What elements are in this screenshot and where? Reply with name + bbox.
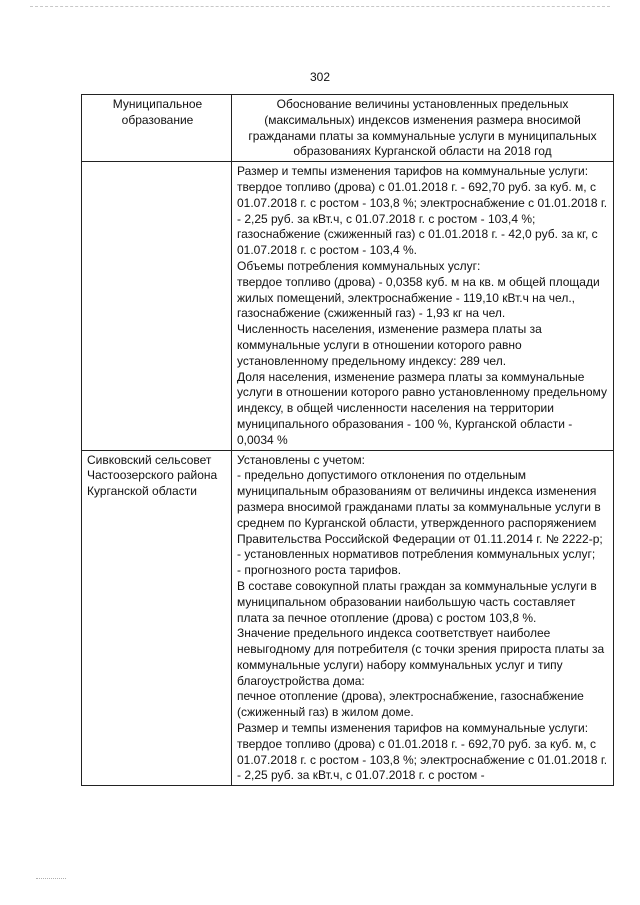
- row2-paragraph: Размер и темпы изменения тарифов на коммунальные услуги:: [237, 721, 589, 736]
- row2-paragraph: печное отопление (дрова), электроснабжение, газоснабжение (сжиженный газ) в жилом доме.: [237, 689, 584, 720]
- row2-paragraph: - прогнозного роста тарифов.: [237, 563, 402, 578]
- header-justification: Обоснование величины установленных предельных (максимальных) индексов изменения размера вносимой гражданами платы за коммунальные услуги в муниципальных образованиях Курганской области на 2018 год: [232, 95, 614, 162]
- table-row: [82, 162, 614, 450]
- scan-artifact-line: [30, 6, 610, 7]
- row1-paragraph: Размер и темпы изменения тарифов на коммунальные услуги:: [237, 164, 589, 179]
- table-header-row: [82, 95, 614, 162]
- row2-paragraph: В составе совокупной платы граждан за коммунальные услуги в муниципальном образовании наибольшую часть составляет плата за печное отопление (дрова) с ростом 103,8 %.: [237, 578, 597, 625]
- page-number: 302: [309, 70, 331, 84]
- row2-paragraph: - предельно допустимого отклонения по отдельным муниципальным образованиям от величины индекса изменения размера вносимой гражданами платы за коммунальные услуги в среднем по Курганской области, утвержденного распоряжением Правительства Российской Федерации от 01.11.2014 г. № 2222-р;: [237, 468, 603, 546]
- row2-justification: [232, 450, 614, 786]
- row1-paragraph: Объемы потребления коммунальных услуг:: [237, 258, 481, 273]
- header-municipality: Муниципальное образование: [82, 95, 232, 162]
- table-row: [82, 450, 614, 786]
- row1-paragraph: Численность населения, изменение размера платы за коммунальные услуги в отношении которого равно установленному предельному индексу: 289 чел.: [237, 322, 542, 368]
- row1-paragraph: твердое топливо (дрова) с 01.01.2018 г. - 692,70 руб. за куб. м, с 01.07.2018 г. с ростом - 103,8 %; электроснабжение с 01.01.2018 г. - 2,25 руб. за кВт.ч, с 01.07.2018 г. с ростом - 103,4 %; газоснабжение (сжиженный газ) с 01.01.2018 г. - 42,0 руб. за кг, с 01.07.2018 г. с ростом - 103,4 %.: [237, 179, 608, 258]
- row2-municipality: Сивковский сельсовет Частоозерского района Курганской области: [82, 450, 232, 786]
- row2-paragraph: - установленных нормативов потребления коммунальных услуг;: [237, 547, 596, 562]
- tariff-justification-table: [81, 94, 614, 786]
- row1-justification: [232, 162, 614, 450]
- row1-paragraph: Доля населения, изменение размера платы за коммунальные услуги в отношении которого равно установленному предельному индексу, в общей численности населения на территории муниципального образования - 100 %, Курганской области - 0,0034 %: [237, 369, 607, 447]
- row1-paragraph: твердое топливо (дрова) - 0,0358 куб. м на кв. м общей площади жилых помещений, электроснабжение - 119,10 кВт.ч на чел., газоснабжение (сжиженный газ) - 1,93 кг на чел.: [237, 274, 600, 321]
- row2-paragraph: Установлены с учетом:: [237, 452, 365, 467]
- row2-paragraph: Значение предельного индекса соответствует наиболее невыгодному для потребителя (с точки зрения прироста платы за коммунальные услуги) набору коммунальных услуг и типу благоустройства дома:: [237, 626, 605, 688]
- scan-artifact-mark: [36, 878, 66, 879]
- row2-paragraph: твердое топливо (дрова) с 01.01.2018 г. - 692,70 руб. за куб. м, с 01.07.2018 г. с ростом - 103,8 %; электроснабжение с 01.01.2018 г. - 2,25 руб. за кВт.ч, с 01.07.2018 г. с ростом -: [237, 736, 608, 783]
- row1-municipality: [82, 162, 232, 450]
